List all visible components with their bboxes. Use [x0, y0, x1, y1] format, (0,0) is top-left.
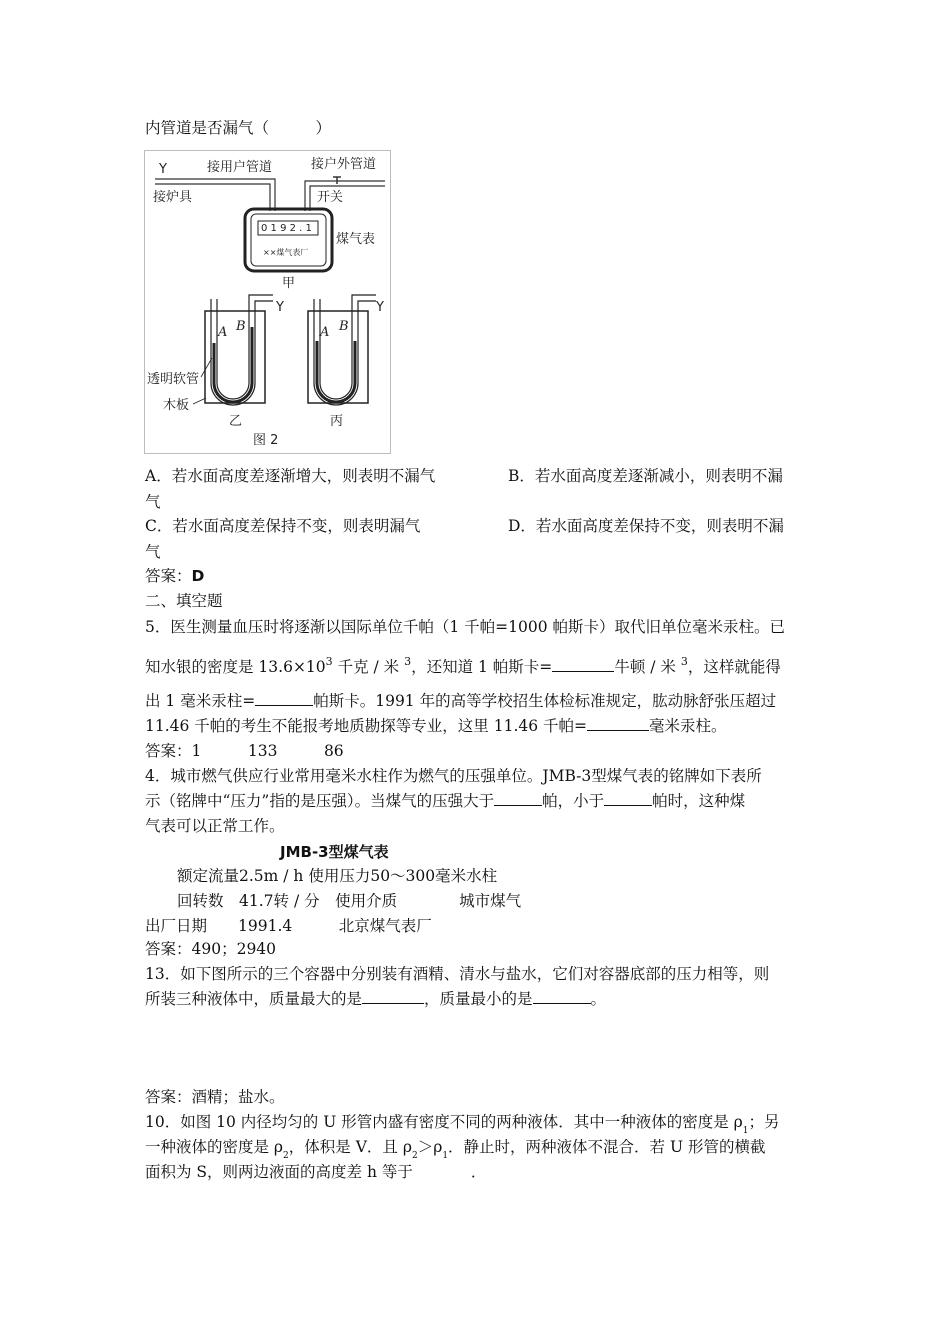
q10-line1-end: ；另 — [748, 1113, 780, 1131]
q5-line2-e: ，这样就能得 — [687, 658, 781, 676]
q10-line3 — [145, 1162, 486, 1182]
answer-value: D — [191, 567, 205, 585]
q4-blank-2[interactable] — [604, 791, 652, 806]
q13-blank-1[interactable] — [362, 989, 424, 1004]
q5-line3 — [145, 691, 776, 711]
q4-line2-b: 帕，小于 — [542, 792, 605, 810]
user-pipe-label: 接用户管道 — [207, 160, 273, 175]
q4-line2-a: 示（铭牌中“压力”指的是压强）。当煤气的压强大于 — [145, 792, 495, 810]
section-title: 二、填空题 — [145, 592, 223, 610]
q5-blank-3[interactable] — [587, 716, 649, 731]
q5-line3-a: 出 1 毫米汞柱= — [145, 692, 256, 710]
q5-line1: 5．医生测量血压时将逐渐以国际单位千帕（1 千帕=1000 帕斯卡）取代旧单位毫米汞柱。已 — [145, 618, 786, 636]
q4-line1: 4．城市燃气供应行业常用毫米水柱作为燃气的压强单位。JMB-3型煤气表的铭牌如下表所 — [145, 767, 762, 785]
q13-line2-c: 。 — [590, 990, 607, 1008]
q5-line4-b: 毫米汞柱。 — [649, 717, 727, 735]
q10-line2-d: ．静止时，两种液体不混合．若 U 形管的横截 — [448, 1138, 766, 1156]
q10-line3-a: 面积为 S，则两边液面的高度差 h 等于 — [145, 1163, 413, 1181]
soft-tube-label: 透明软管 — [147, 372, 200, 387]
switch-label: 开关 — [317, 190, 344, 205]
q13-blank-2[interactable] — [533, 989, 591, 1004]
q13-answer: 答案：酒精；盐水。 — [145, 1088, 285, 1106]
tube-a-label-bing: A — [320, 325, 330, 340]
option-d: D．若水面高度差保持不变，则表明不漏 — [508, 517, 784, 535]
option-b-wrap: 气 — [145, 493, 161, 511]
tube-a-label-yi: A — [218, 325, 228, 340]
q4-answer: 答案：490；2940 — [145, 940, 277, 958]
q13-line2-b: ，质量最小的是 — [424, 990, 533, 1008]
option-c: C．若水面高度差保持不变，则表明漏气 — [145, 517, 421, 535]
q5-exp1: 3 — [325, 655, 333, 668]
nameplate-row3: 出厂日期 1991.4 北京煤气表厂 — [145, 917, 432, 935]
figure-caption: 图 2 — [253, 433, 279, 448]
outer-pipe-label: 接户外管道 — [311, 157, 377, 172]
q5-blank-1[interactable] — [552, 657, 614, 672]
q5-blank-2[interactable] — [255, 691, 313, 706]
q13-line2-a: 所装三种液体中，质量最大的是 — [145, 990, 363, 1008]
q10-line1 — [145, 1112, 780, 1135]
option-d-wrap: 气 — [145, 543, 161, 561]
q5-line2-d: 牛顿 / 米 — [614, 658, 681, 676]
option-a: A．若水面高度差逐渐增大，则表明不漏气 — [145, 467, 436, 485]
stove-label: 接炉具 — [153, 190, 193, 205]
q5-line4 — [145, 716, 727, 736]
nameplate-row1: 额定流量2.5m / h 使用压力50～300毫米水柱 — [177, 867, 498, 885]
q5-line4-a: 11.46 千帕的考生不能报考地质勘探等专业，这里 11.46 千帕= — [145, 717, 588, 735]
q4-blank-1[interactable] — [494, 791, 542, 806]
q10-line2 — [145, 1137, 765, 1160]
q10-sub-rho1: 1 — [742, 1126, 749, 1136]
answer-prefix: 答案： — [145, 567, 192, 585]
q5-answer: 答案：1 133 86 — [145, 742, 344, 760]
q5-line2-b: 千克 / 米 — [332, 658, 405, 676]
jia-label: 甲 — [282, 276, 296, 291]
q10-sub-rho2-b: 2 — [411, 1151, 418, 1161]
meter-label: 煤气表 — [336, 232, 376, 247]
option-b: B．若水面高度差逐渐减小，则表明不漏 — [508, 467, 783, 485]
gas-meter-figure — [144, 150, 391, 454]
figure-y-label-bing: Y — [376, 300, 384, 315]
q4-line2-c: 帕时，这种煤 — [652, 792, 746, 810]
q13-line1: 13．如下图所示的三个容器中分别装有酒精、清水与盐水，它们对容器底部的压力相等，则 — [145, 965, 770, 983]
figure-y-label-yi: Y — [276, 300, 284, 315]
q4-line3: 气表可以正常工作。 — [145, 817, 285, 835]
meter-factory: ××煤气表厂 — [263, 248, 309, 257]
q13-line2 — [145, 989, 606, 1009]
board-label: 木板 — [163, 398, 190, 413]
yi-label: 乙 — [229, 414, 243, 429]
nameplate-row2: 回转数 41.7转 / 分 使用介质 城市煤气 — [177, 892, 522, 910]
nameplate-title: JMB-3型煤气表 — [280, 843, 389, 861]
q10-line2-c: ＞ρ — [417, 1138, 443, 1156]
tube-b-label-bing: B — [339, 319, 349, 334]
q5-line2-a: 知水银的密度是 13.6×10 — [145, 658, 326, 676]
q10-line2-b: ，体积是 V．且 ρ — [288, 1138, 412, 1156]
bing-label: 丙 — [330, 414, 344, 429]
meter-digits: 0 1 9 2 . 1 — [261, 223, 312, 234]
answer-choice — [145, 566, 204, 586]
q5-exp2: 3 — [404, 655, 412, 668]
q5-line3-b: 帕斯卡。1991 年的高等学校招生体检标准规定，肱动脉舒张压超过 — [313, 692, 777, 710]
q10-line3-b: ． — [470, 1163, 487, 1181]
q5-exp3: 3 — [680, 655, 688, 668]
figure-y-label: Y — [159, 162, 167, 177]
q5-line2 — [145, 657, 781, 679]
q5-line2-c: ，还知道 1 帕斯卡= — [411, 658, 553, 676]
intro-line: 内管道是否漏气（ ） — [145, 119, 332, 137]
tube-b-label-yi: B — [236, 319, 246, 334]
q4-line2 — [145, 791, 745, 811]
q10-sub-rho1-b: 1 — [442, 1151, 449, 1161]
q10-line1-text: 10．如图 10 内径均匀的 U 形管内盛有密度不同的两种液体．其中一种液体的密度是 ρ — [145, 1113, 743, 1131]
q10-line2-a: 一种液体的密度是 ρ — [145, 1138, 284, 1156]
q10-sub-rho2-a: 2 — [283, 1151, 289, 1161]
